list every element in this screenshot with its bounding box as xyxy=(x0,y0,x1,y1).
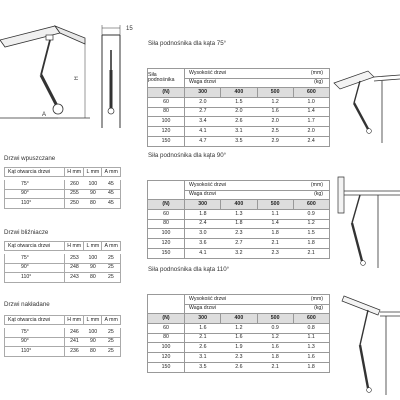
table-cell: 100 xyxy=(84,328,102,337)
table-cell: 2.3 xyxy=(221,353,257,363)
left-table-title: Drzwi bliźniacze xyxy=(4,229,49,236)
table-header-cell: H mm xyxy=(65,242,84,251)
table-cell: 1.6 xyxy=(221,333,257,343)
height-unit: (mm) xyxy=(310,69,323,76)
table-header-cell: H mm xyxy=(65,316,84,325)
column-header: 300 xyxy=(185,314,221,324)
table-cell: 1.2 xyxy=(293,219,329,229)
table-cell: 150 xyxy=(148,362,185,372)
dimension-table xyxy=(4,315,121,357)
column-header: (N) xyxy=(148,88,185,98)
table-header-cell: A mm xyxy=(102,168,121,177)
weight-unit: (kg) xyxy=(314,305,323,312)
table-cell: 25 xyxy=(102,337,121,346)
table-header-cell: A mm xyxy=(102,242,121,251)
column-header: (N) xyxy=(148,314,185,324)
table-cell: 2.9 xyxy=(257,136,293,146)
table-cell: 120 xyxy=(148,239,185,249)
table-cell: 120 xyxy=(148,127,185,137)
table-cell: 110° xyxy=(5,347,65,356)
table-row xyxy=(148,353,330,363)
table-cell: 3.1 xyxy=(185,353,221,363)
table-cell: 2.7 xyxy=(185,107,221,117)
force-table-title: Siła podnośnika dla kąta 110° xyxy=(148,266,230,273)
force-table-title: Siła podnośnika dla kąta 90° xyxy=(148,152,227,159)
table-row xyxy=(5,199,121,208)
table-header-cell: Kąt otwarcia drzwi xyxy=(5,242,65,251)
table-row xyxy=(5,347,121,356)
table-cell: 4.1 xyxy=(185,127,221,137)
table-row xyxy=(5,180,121,189)
table-cell: 100 xyxy=(148,229,185,239)
table-header-row xyxy=(5,316,121,325)
table-row xyxy=(5,328,121,337)
column-header: 500 xyxy=(257,88,293,98)
table-cell: 3.6 xyxy=(185,239,221,249)
hinge-diagram-75 xyxy=(330,63,400,143)
corner-label xyxy=(148,181,185,200)
door-weight-label: Waga drzwi xyxy=(189,305,216,312)
column-header-row xyxy=(148,200,330,210)
table-cell: 3.5 xyxy=(185,362,221,372)
table-cell: 2.0 xyxy=(257,117,293,127)
table-cell: 1.3 xyxy=(293,343,329,353)
column-header-row xyxy=(148,88,330,98)
table-cell: 255 xyxy=(65,189,84,198)
table-cell: 2.6 xyxy=(185,343,221,353)
table-cell: 45 xyxy=(102,180,121,189)
table-cell: 1.4 xyxy=(293,107,329,117)
table-cell: 2.0 xyxy=(185,98,221,108)
table-row xyxy=(148,127,330,137)
table-cell: 45 xyxy=(102,189,121,198)
table-cell: 1.9 xyxy=(221,343,257,353)
table-cell: 80 xyxy=(148,219,185,229)
hinge-diagram-110 xyxy=(330,290,400,395)
left-table-title: Drzwi wpuszczane xyxy=(4,155,56,162)
table-cell: 4.7 xyxy=(185,136,221,146)
table-cell: 3.1 xyxy=(221,127,257,137)
table-cell: 60 xyxy=(148,98,185,108)
table-row xyxy=(148,362,330,372)
table-row xyxy=(148,98,330,108)
table-cell: 2.5 xyxy=(257,127,293,137)
dim-15-label: 15 xyxy=(126,26,133,32)
table-cell: 100 xyxy=(148,117,185,127)
table-cell: 1.6 xyxy=(257,107,293,117)
table-header-cell: H mm xyxy=(65,168,84,177)
table-cell: 3.4 xyxy=(185,117,221,127)
table-cell: 0.9 xyxy=(293,210,329,220)
table-row xyxy=(148,324,330,334)
table-row xyxy=(148,343,330,353)
table-cell: 1.2 xyxy=(257,98,293,108)
table-cell: 90 xyxy=(84,337,102,346)
table-cell: 2.1 xyxy=(185,333,221,343)
table-cell: 45 xyxy=(102,199,121,208)
table-cell: 2.4 xyxy=(293,136,329,146)
column-header: 300 xyxy=(185,88,221,98)
table-cell: 80 xyxy=(148,333,185,343)
table-cell: 1.8 xyxy=(221,219,257,229)
table-cell: 80 xyxy=(84,199,102,208)
mounting-diagram xyxy=(0,0,135,128)
table-row xyxy=(148,239,330,249)
table-cell: 90 xyxy=(84,189,102,198)
column-header: 600 xyxy=(293,200,329,210)
table-cell: 1.1 xyxy=(293,333,329,343)
table-cell: 100 xyxy=(84,254,102,263)
door-height-label: Wysokość drzwi xyxy=(189,181,227,188)
table-header-row xyxy=(148,295,330,305)
table-cell: 2.3 xyxy=(221,229,257,239)
column-header: 500 xyxy=(257,200,293,210)
table-cell: 1.8 xyxy=(185,210,221,220)
hinge-diagram-90 xyxy=(330,173,400,268)
door-height-label: Wysokość drzwi xyxy=(189,295,227,302)
table-cell: 1.6 xyxy=(257,343,293,353)
table-cell: 75° xyxy=(5,328,65,337)
force-table xyxy=(147,68,330,147)
table-cell: 25 xyxy=(102,263,121,272)
table-cell: 25 xyxy=(102,273,121,282)
table-cell: 60 xyxy=(148,210,185,220)
dimension-table xyxy=(4,241,121,283)
table-header-cell: L mm xyxy=(84,316,102,325)
table-cell: 150 xyxy=(148,248,185,258)
table-cell: 2.1 xyxy=(293,248,329,258)
table-cell: 100 xyxy=(84,180,102,189)
dimension-table xyxy=(4,167,121,209)
table-cell: 2.3 xyxy=(257,248,293,258)
weight-unit: (kg) xyxy=(314,79,323,86)
table-row xyxy=(5,254,121,263)
table-header-row xyxy=(5,168,121,177)
table-cell: 1.3 xyxy=(221,210,257,220)
table-cell: 0.9 xyxy=(257,324,293,334)
table-cell: 4.1 xyxy=(185,248,221,258)
table-row xyxy=(148,210,330,220)
table-header-cell: A mm xyxy=(102,316,121,325)
table-row xyxy=(148,107,330,117)
column-header: 500 xyxy=(257,314,293,324)
table-cell: 90° xyxy=(5,263,65,272)
table-header-row xyxy=(5,242,121,251)
table-cell: 2.1 xyxy=(257,239,293,249)
table-row xyxy=(148,229,330,239)
table-cell: 2.1 xyxy=(257,362,293,372)
door-weight-label: Waga drzwi xyxy=(189,191,216,198)
corner-label: Siła podnośnika xyxy=(148,69,185,88)
table-cell: 1.8 xyxy=(293,362,329,372)
table-cell: 120 xyxy=(148,353,185,363)
table-header-cell: Kąt otwarcia drzwi xyxy=(5,316,65,325)
table-cell: 75° xyxy=(5,180,65,189)
table-cell: 1.8 xyxy=(293,239,329,249)
table-row xyxy=(5,189,121,198)
dim-h-label: H xyxy=(74,76,80,80)
table-cell: 260 xyxy=(65,180,84,189)
force-table xyxy=(147,294,330,373)
table-cell: 1.2 xyxy=(257,333,293,343)
column-header: (N) xyxy=(148,200,185,210)
table-cell: 2.0 xyxy=(293,127,329,137)
table-cell: 1.6 xyxy=(293,353,329,363)
table-cell: 75° xyxy=(5,254,65,263)
table-cell: 80 xyxy=(84,347,102,356)
height-unit: (mm) xyxy=(310,181,323,188)
table-row xyxy=(5,263,121,272)
table-cell: 2.6 xyxy=(221,362,257,372)
column-header: 300 xyxy=(185,200,221,210)
table-cell: 90° xyxy=(5,189,65,198)
table-header-row xyxy=(148,181,330,191)
table-cell: 250 xyxy=(65,199,84,208)
door-height-label: Wysokość drzwi xyxy=(189,69,227,76)
table-cell: 25 xyxy=(102,328,121,337)
table-cell: 246 xyxy=(65,328,84,337)
column-header: 400 xyxy=(221,88,257,98)
table-row xyxy=(148,117,330,127)
table-cell: 2.7 xyxy=(221,239,257,249)
table-row xyxy=(148,333,330,343)
table-cell: 1.1 xyxy=(257,210,293,220)
table-cell: 1.4 xyxy=(257,219,293,229)
table-cell: 248 xyxy=(65,263,84,272)
table-row xyxy=(148,136,330,146)
table-cell: 2.6 xyxy=(221,117,257,127)
table-cell: 100 xyxy=(148,343,185,353)
column-header: 400 xyxy=(221,200,257,210)
table-cell: 2.0 xyxy=(221,107,257,117)
table-row xyxy=(5,273,121,282)
table-cell: 1.0 xyxy=(293,98,329,108)
table-cell: 1.6 xyxy=(185,324,221,334)
table-cell: 110° xyxy=(5,199,65,208)
table-cell: 236 xyxy=(65,347,84,356)
height-unit: (mm) xyxy=(310,295,323,302)
table-cell: 90 xyxy=(84,263,102,272)
column-header: 400 xyxy=(221,314,257,324)
table-header-cell: Kąt otwarcia drzwi xyxy=(5,168,65,177)
table-cell: 0.8 xyxy=(293,324,329,334)
door-weight-label: Waga drzwi xyxy=(189,79,216,86)
table-cell: 1.2 xyxy=(221,324,257,334)
weight-unit: (kg) xyxy=(314,191,323,198)
table-header-row xyxy=(148,69,330,79)
table-cell: 110° xyxy=(5,273,65,282)
table-row xyxy=(5,337,121,346)
left-table-title: Drzwi nakładane xyxy=(4,301,50,308)
table-cell: 1.7 xyxy=(293,117,329,127)
corner-label xyxy=(148,295,185,314)
column-header: 600 xyxy=(293,88,329,98)
table-header-cell: L mm xyxy=(84,168,102,177)
table-row xyxy=(148,248,330,258)
table-row xyxy=(148,219,330,229)
column-header: 600 xyxy=(293,314,329,324)
table-cell: 1.8 xyxy=(257,353,293,363)
table-cell: 1.5 xyxy=(293,229,329,239)
force-table-title: Siła podnośnika dla kąta 75° xyxy=(148,40,227,47)
table-cell: 241 xyxy=(65,337,84,346)
table-cell: 25 xyxy=(102,347,121,356)
table-cell: 1.8 xyxy=(257,229,293,239)
table-cell: 2.4 xyxy=(185,219,221,229)
column-header-row xyxy=(148,314,330,324)
table-cell: 243 xyxy=(65,273,84,282)
table-cell: 3.2 xyxy=(221,248,257,258)
dim-a-label: A xyxy=(42,112,47,118)
table-cell: 150 xyxy=(148,136,185,146)
table-cell: 25 xyxy=(102,254,121,263)
table-cell: 60 xyxy=(148,324,185,334)
table-cell: 80 xyxy=(148,107,185,117)
table-cell: 80 xyxy=(84,273,102,282)
table-cell: 3.0 xyxy=(185,229,221,239)
table-cell: 253 xyxy=(65,254,84,263)
force-table xyxy=(147,180,330,259)
table-cell: 3.5 xyxy=(221,136,257,146)
table-header-cell: L mm xyxy=(84,242,102,251)
table-cell: 90° xyxy=(5,337,65,346)
table-cell: 1.5 xyxy=(221,98,257,108)
